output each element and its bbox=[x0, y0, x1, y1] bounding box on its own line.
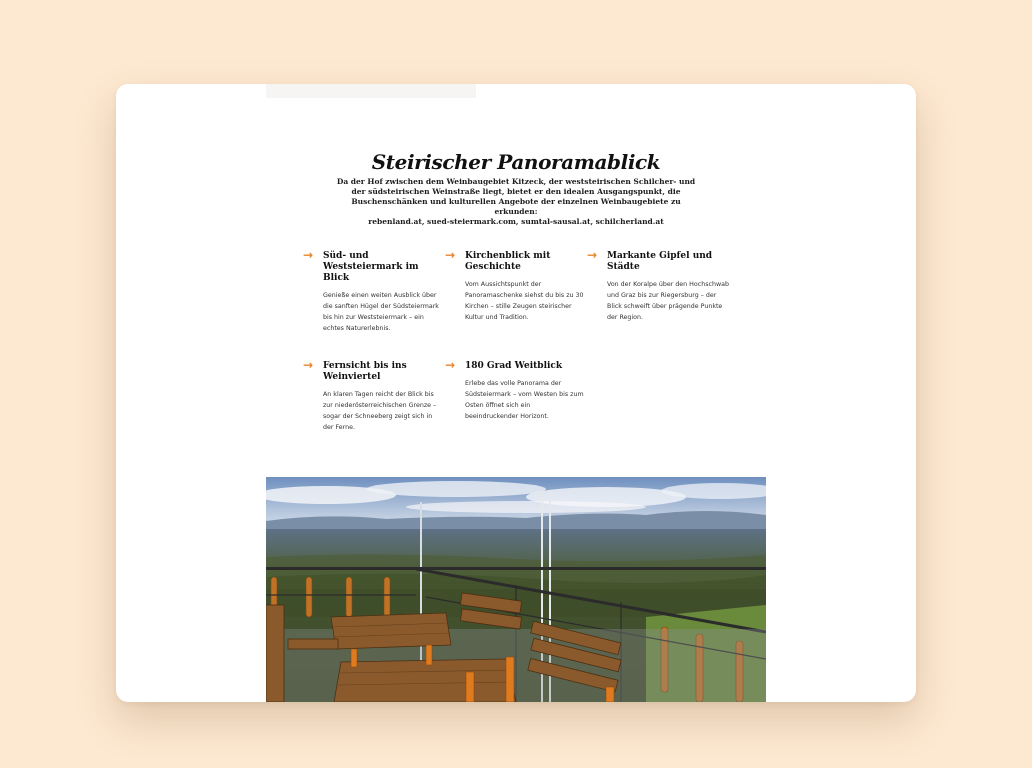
feature-text: An klaren Tagen reicht der Blick bis zur niederösterreichischen Grenze – sogar der Schneeberg zeigt sich in der Ferne. bbox=[323, 391, 437, 431]
feature-text: Von der Koralpe über den Hochschwab und Graz bis zur Riegersburg – der Blick schweift über prägende Punkte der Region. bbox=[607, 281, 729, 321]
feature-title: Kirchenblick mit Geschichte bbox=[465, 251, 551, 272]
page-window bbox=[116, 84, 916, 702]
section-title: Steirischer Panoramablick bbox=[371, 150, 661, 174]
feature-title: 180 Grad Weitblick bbox=[465, 361, 563, 371]
feature-text: Vom Aussichtspunkt der Panoramaschenke siehst du bis zu 30 Kirchen – stille Zeugen steirischer Kultur und Tradition. bbox=[465, 281, 584, 321]
top-strip bbox=[266, 84, 476, 98]
feature-item bbox=[303, 358, 443, 433]
feature-item bbox=[445, 358, 585, 422]
arrow-right-icon: → bbox=[303, 358, 314, 372]
feature-item bbox=[445, 248, 585, 323]
region-links: rebenland.at, sued-steiermark.com, sumtal-sausal.at, schilcherland.at bbox=[368, 217, 664, 226]
feature-title: Markante Gipfel und Städte bbox=[607, 251, 713, 272]
feature-title: Fernsicht bis ins Weinviertel bbox=[323, 361, 407, 382]
arrow-right-icon: → bbox=[587, 248, 598, 262]
feature-text: Erlebe das volle Panorama der Südsteiermark – vom Westen bis zum Osten öffnet sich ein beeindruckender Horizont. bbox=[465, 380, 584, 420]
feature-title: Süd- und Weststeiermark im Blick bbox=[323, 251, 419, 283]
arrow-right-icon: → bbox=[445, 248, 456, 262]
feature-item bbox=[303, 248, 443, 334]
feature-text: Genieße einen weiten Ausblick über die sanften Hügel der Südsteiermark bis hin zur Weststeiermark – ein echtes Naturerlebnis. bbox=[323, 292, 439, 332]
panorama-photo bbox=[266, 477, 766, 702]
section-intro: Da der Hof zwischen dem Weinbaugebiet Kitzeck, der weststeirischen Schilcher- und der südsteirischen Weinstraße liegt, bietet er den idealen Ausgangspunkt, die Buschenschänken und kulturellen Angebote der einzelnen Weinbaugebiete zu erkunden: bbox=[336, 177, 696, 216]
arrow-right-icon: → bbox=[445, 358, 456, 372]
arrow-right-icon: → bbox=[303, 248, 314, 262]
feature-item bbox=[587, 248, 729, 323]
